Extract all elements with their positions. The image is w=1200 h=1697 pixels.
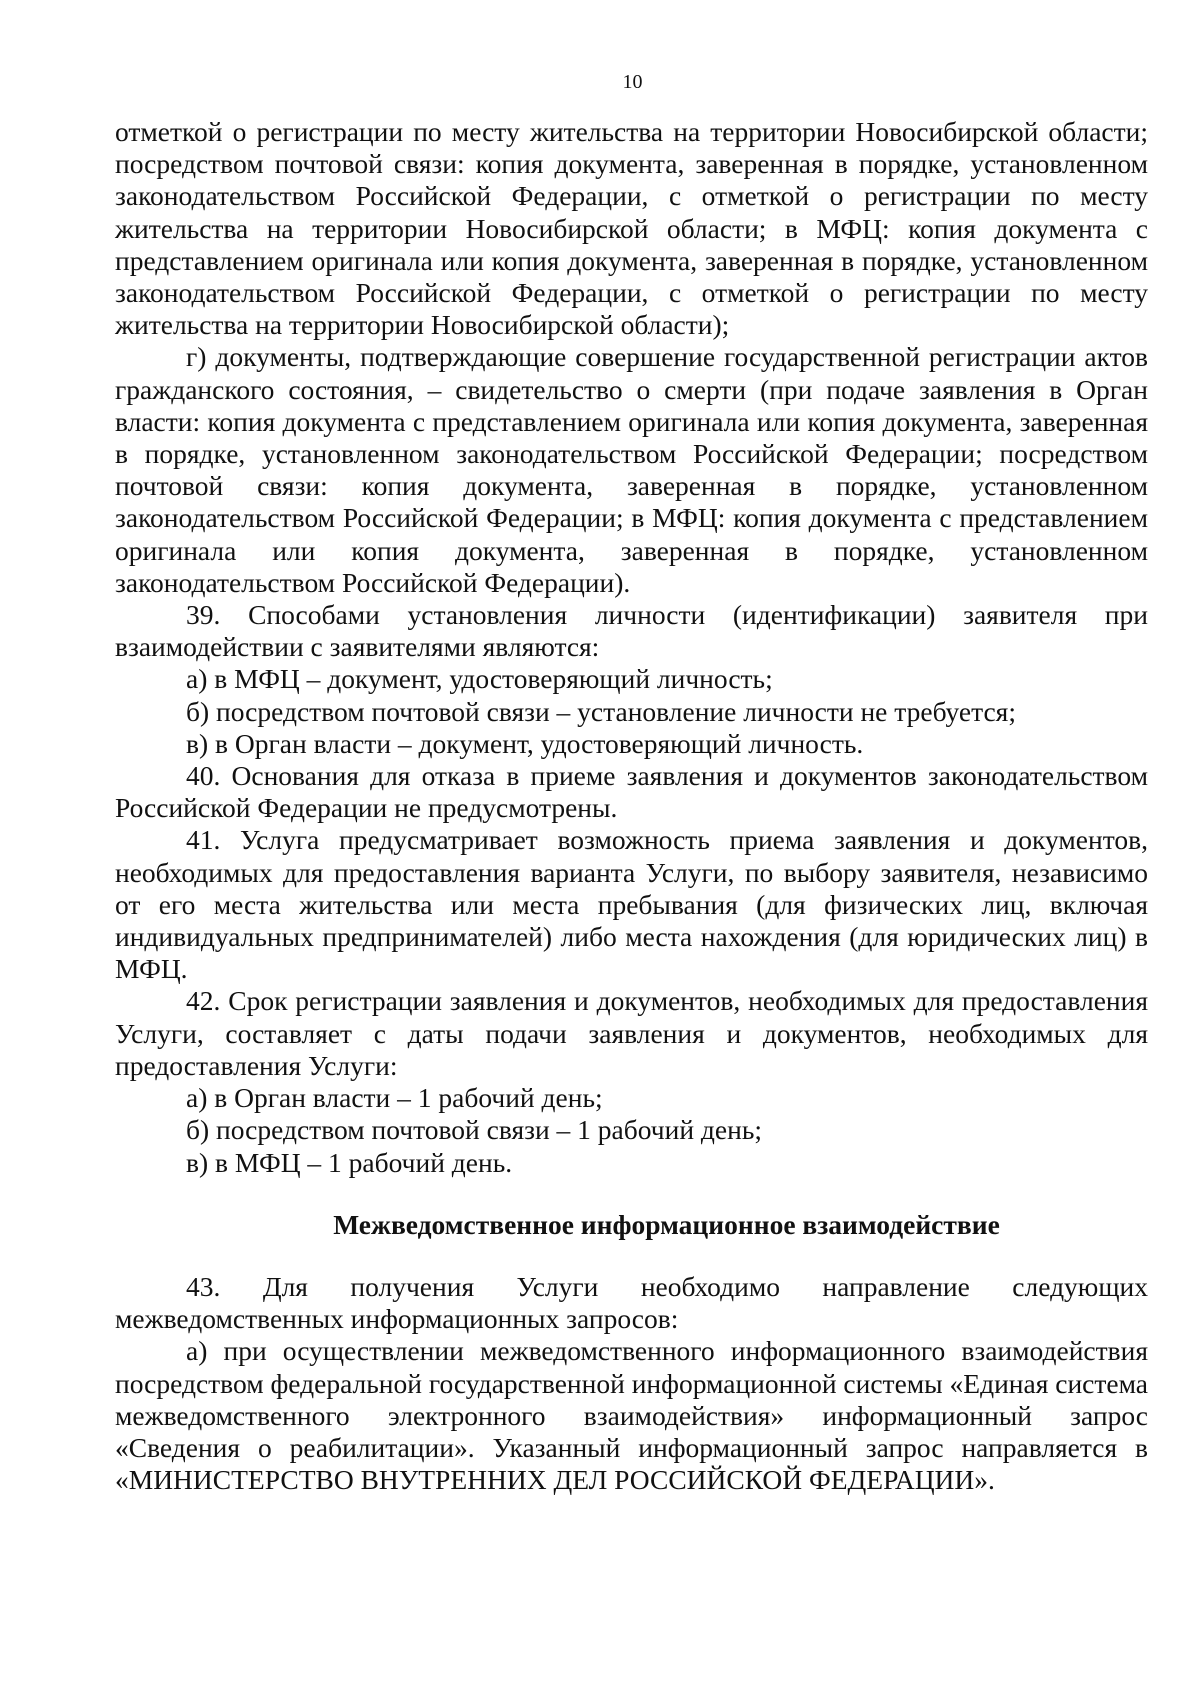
paragraph-43-a: а) при осуществлении межведомственного информационного взаимодействия посредством федеральной государственной информационной системы «Единая система межведомственного электронного взаимодействия» информационный запрос «Сведения о реабилитации». Указанный информационный запрос направляется в «МИНИСТЕРСТВО ВНУТРЕННИХ ДЕЛ РОССИЙСКОЙ ФЕДЕРАЦИИ». [115, 1335, 1149, 1496]
paragraph-item-g: г) документы, подтверждающие совершение государственной регистрации актов гражданского состояния, – свидетельство о смерти (при подаче заявления в Орган власти: копия документа с представлением оригинала или копия документа, заверенная в порядке, установленном законодательством Российской Федерации; посредством почтовой связи: копия документа, заверенная в порядке, установленном законодательством Российской Федерации; в МФЦ: копия документа с представлением оригинала или копия документа, заверенная в порядке, установленном законодательством Российской Федерации). [115, 341, 1148, 598]
paragraph-39-v: в) в Орган власти – документ, удостоверяющий личность. [186, 727, 864, 759]
document-body [115, 116, 1148, 1496]
paragraph-42: 42. Срок регистрации заявления и документов, необходимых для предоставления Услуги, составляет с даты подачи заявления и документов, необходимых для предоставления Услуги: [115, 985, 1148, 1081]
paragraph-41: 41. Услуга предусматривает возможность приема заявления и документов, необходимых для предоставления варианта Услуги, по выбору заявителя, независимо от его места жительства или места пребывания (для физических лиц, включая индивидуальных предпринимателей) либо места нахождения (для юридических лиц) в МФЦ. [115, 824, 1148, 985]
section-heading: Межведомственное информационное взаимодействие [333, 1208, 1000, 1240]
paragraph-39-a: а) в МФЦ – документ, удостоверяющий личность; [186, 663, 773, 695]
paragraph-40: 40. Основания для отказа в приеме заявления и документов законодательством Российской Федерации не предусмотрены. [115, 760, 1148, 824]
paragraph-43: 43. Для получения Услуги необходимо направление следующих межведомственных информационных запросов: [115, 1270, 1148, 1335]
paragraph-39: 39. Способами установления личности (идентификации) заявителя при взаимодействии с заявителями являются: [115, 599, 1148, 663]
paragraph-39-b: б) посредством почтовой связи – установление личности не требуется; [186, 695, 1016, 727]
paragraph-42-b: б) посредством почтовой связи – 1 рабочий день; [186, 1114, 763, 1146]
paragraph-42-a: а) в Орган власти – 1 рабочий день; [186, 1082, 603, 1114]
page-number: 10 [622, 71, 643, 93]
paragraph-continuation: отметкой о регистрации по месту жительства на территории Новосибирской области; посредством почтовой связи: копия документа, заверенная в порядке, установленном законодательством Российской Федерации, с отметкой о регистрации по месту жительства на территории Новосибирской области; в МФЦ: копия документа с представлением оригинала или копия документа, заверенная в порядке, установленном законодательством Российской Федерации, с отметкой о регистрации по месту жительства на территории Новосибирской области); [115, 116, 1148, 341]
paragraph-42-v: в) в МФЦ – 1 рабочий день. [186, 1146, 513, 1178]
